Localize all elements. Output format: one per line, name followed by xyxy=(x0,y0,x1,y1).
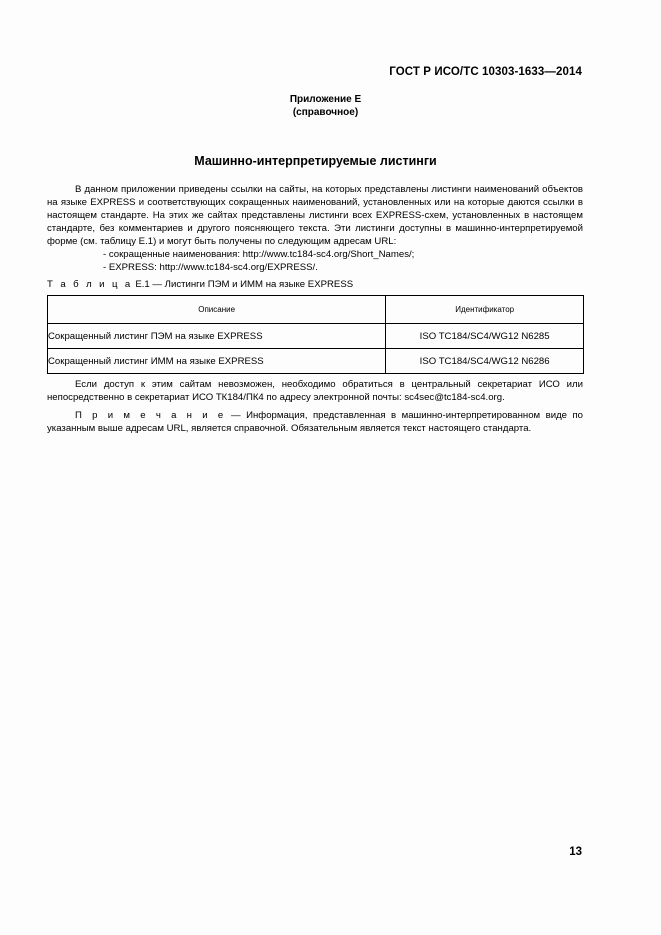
note-label: П р и м е ч а н и е xyxy=(75,410,226,421)
table-caption-label: Т а б л и ц а xyxy=(47,279,133,290)
row-identifier: ISO TC184/SC4/WG12 N6286 xyxy=(386,349,584,374)
row-identifier: ISO TC184/SC4/WG12 N6285 xyxy=(386,324,584,349)
access-paragraph: Если доступ к этим сайтам невозможен, необходимо обратиться в центральный секретариат ИСО или непосредственно в секретариат ИСО ТК184/ПК4 по адресу электронной почты: sc4sec@tc184-sc4.org. xyxy=(47,379,583,403)
appendix-title: Приложение Е xyxy=(289,94,362,105)
listings-table xyxy=(47,295,584,374)
table-row xyxy=(48,324,584,349)
table-row xyxy=(48,349,584,374)
list-item-short-names: - сокращенные наименования: http://www.tc184-sc4.org/Short_Names/; xyxy=(103,249,415,260)
note-paragraph xyxy=(47,409,583,435)
intro-paragraph: В данном приложении приведены ссылки на сайты, на которых представлены листинги наименований объектов на языке EXPRESS и соответствующих сокращенных наименований, установленных или на которые даются ссылки в настоящем стандарте. На этих же сайтах представлены листинги всех EXPRESS-схем, установленных в настоящем стандарте, без комментариев и другого поясняющего текста. Эти листинги доступны в машинно-интерпретируемой форме (см. таблицу Е.1) и могут быть получены по следующим адресам URL: xyxy=(47,184,583,247)
appendix-subtitle: (справочное) xyxy=(292,107,359,118)
note-block xyxy=(47,409,583,435)
intro-block xyxy=(47,183,583,274)
note-text: — Информация, представленная в машинно-интерпретированном виде по указанным выше адресам URL, является справочной. Обязательным является текст настоящего стандарта. xyxy=(47,410,583,434)
row-description: Сокращенный листинг ПЭМ на языке EXPRESS xyxy=(48,324,386,349)
page-number: 13 xyxy=(569,846,582,858)
access-block xyxy=(47,378,583,404)
row-description: Сокращенный листинг ИММ на языке EXPRESS xyxy=(48,349,386,374)
appendix-heading xyxy=(0,93,661,119)
table-caption xyxy=(47,279,353,290)
header-description: Описание xyxy=(48,296,386,324)
section-title: Машинно-интерпретируемые листинги xyxy=(194,154,437,168)
standard-code: ГОСТ Р ИСО/ТС 10303-1633—2014 xyxy=(389,66,582,78)
list-item-express: - EXPRESS: http://www.tc184-sc4.org/EXPRESS/. xyxy=(103,262,318,273)
table-caption-text: Е.1 — Листинги ПЭМ и ИММ на языке EXPRESS xyxy=(132,279,354,290)
header-identifier: Идентификатор xyxy=(386,296,584,324)
table-header-row xyxy=(48,296,584,324)
